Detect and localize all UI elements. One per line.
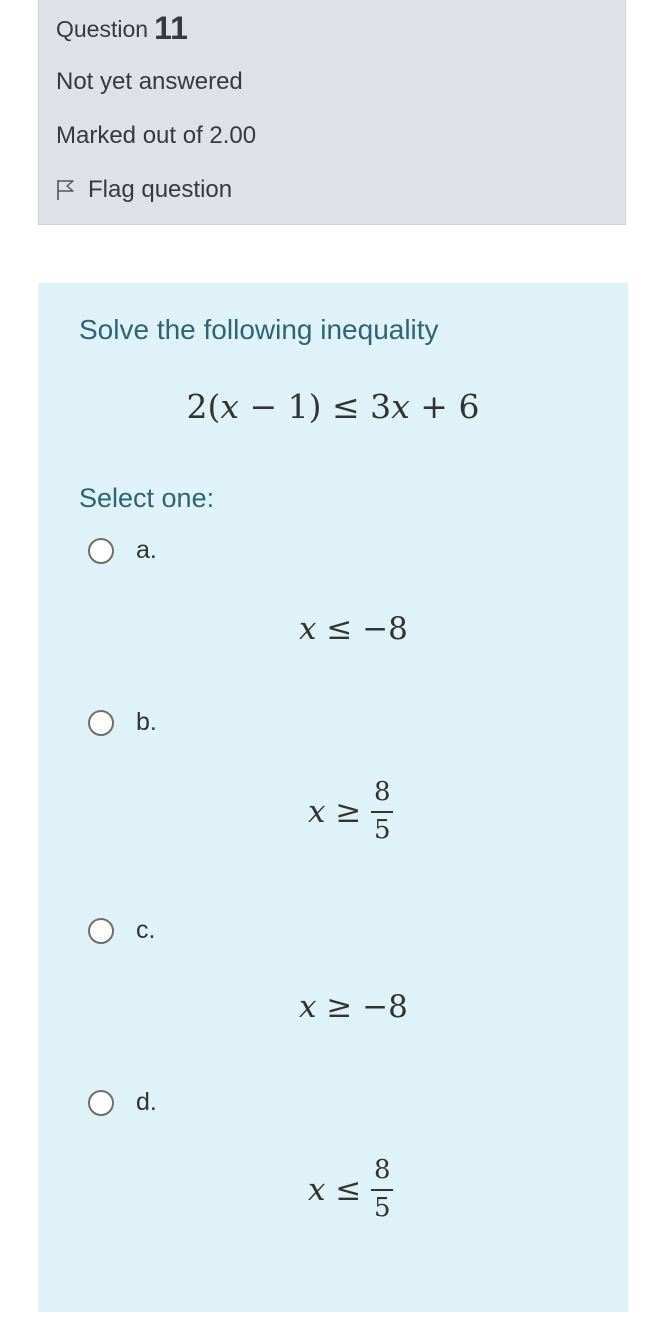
option-c[interactable] — [88, 916, 155, 945]
question-inequality: 2(x − 1) ≤ 3x + 6 — [186, 387, 480, 426]
question-text: Solve the following inequality — [79, 314, 439, 345]
fraction-bar — [371, 811, 393, 813]
question-number: 11 — [154, 10, 188, 46]
option-b[interactable] — [88, 708, 157, 737]
option-a[interactable] — [88, 536, 157, 565]
question-content — [38, 283, 628, 1312]
select-one-prompt: Select one: — [79, 483, 215, 513]
question-grade: Marked out of 2.00 — [56, 122, 257, 149]
flag-question-label: Flag question — [88, 176, 233, 203]
option-c-radio[interactable] — [88, 918, 114, 944]
option-d-answer: x ≤ $\frac{8}{5}$ — [308, 1156, 393, 1224]
question-label: Question — [56, 16, 149, 42]
option-d-letter: d. — [136, 1088, 157, 1116]
question-info-panel — [38, 0, 626, 225]
option-a-answer: x ≤ −8 — [299, 611, 408, 647]
flag-icon — [56, 179, 76, 201]
option-b-radio[interactable] — [88, 710, 114, 736]
option-d[interactable] — [88, 1088, 157, 1117]
option-b-letter: b. — [136, 708, 157, 736]
option-b-fraction: $\frac{8}{5}$ — [371, 778, 393, 846]
fraction-bar — [371, 1189, 393, 1191]
option-d-fraction: $\frac{8}{5}$ — [371, 1156, 393, 1224]
option-c-answer: x ≥ −8 — [299, 989, 408, 1025]
option-c-letter: c. — [136, 916, 156, 944]
question-title — [56, 10, 188, 47]
question-state: Not yet answered — [56, 68, 243, 95]
option-b-answer: x ≥ $\frac{8}{5}$ — [308, 778, 393, 846]
option-a-letter: a. — [136, 536, 157, 564]
option-d-radio[interactable] — [88, 1090, 114, 1116]
flag-question-link[interactable] — [56, 176, 232, 204]
option-a-radio[interactable] — [88, 538, 114, 564]
